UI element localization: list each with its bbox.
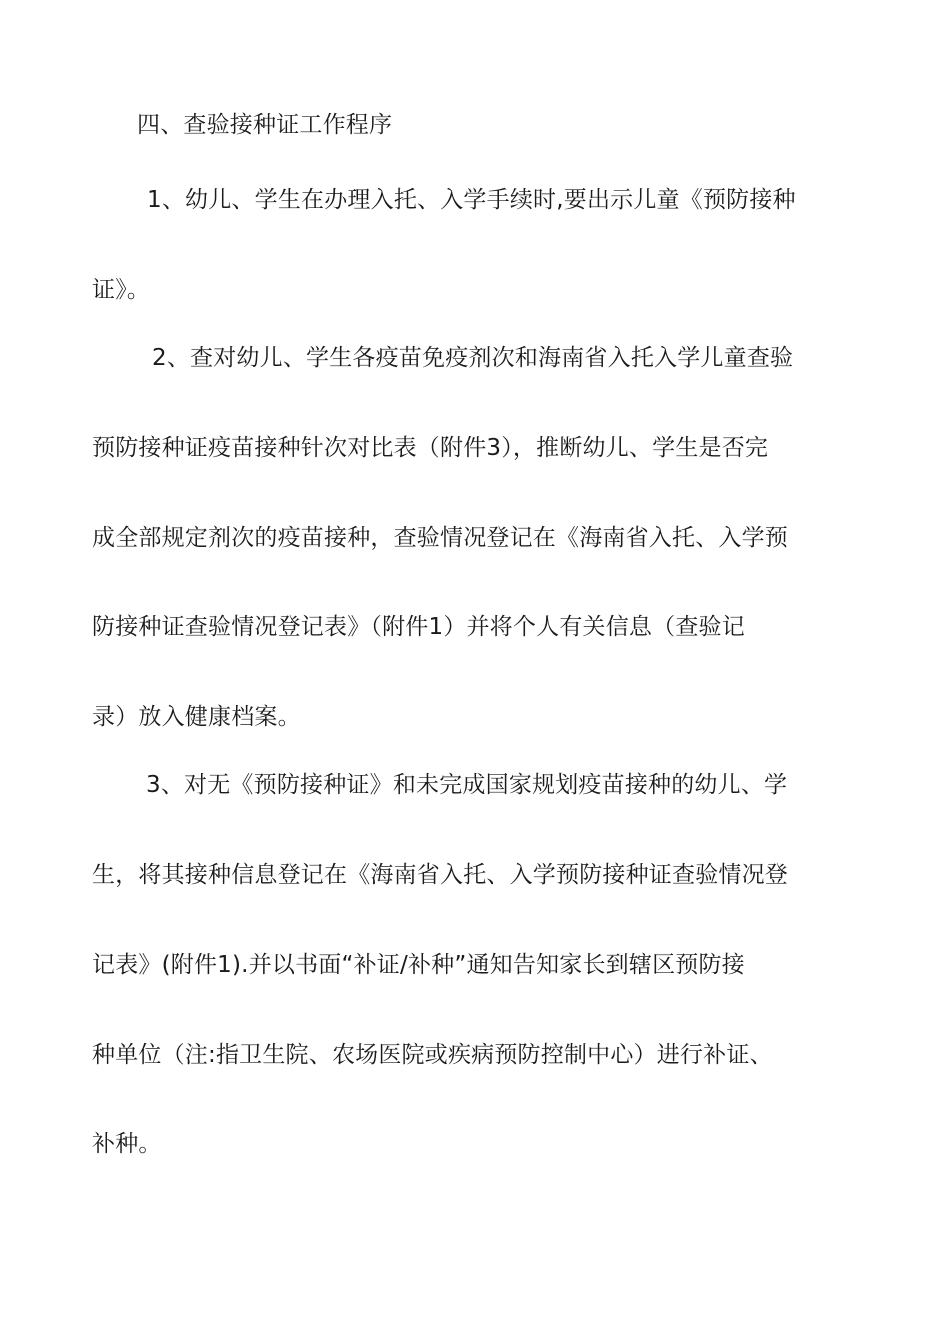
paragraph-line: 种单位（注:指卫生院、农场医院或疾病预防控制中心）进行补证、 xyxy=(92,1042,773,1068)
paragraph-line: 防接种证查验情况登记表》（附件1）并将个人有关信息（查验记 xyxy=(92,614,745,640)
section-heading: 四、查验接种证工作程序 xyxy=(137,112,393,138)
paragraph-line: 证》。 xyxy=(92,277,151,303)
paragraph-line: 成全部规定剂次的疫苗接种，查验情况登记在《海南省入托、入学预 xyxy=(92,525,788,551)
paragraph-line: 2、查对幼儿、学生各疫苗免疫剂次和海南省入托入学儿童查验 xyxy=(152,345,794,371)
paragraph-line: 补种。 xyxy=(92,1131,162,1157)
paragraph-line: 生，将其接种信息登记在《海南省入托、入学预防接种证查验情况登 xyxy=(92,862,788,888)
paragraph-line: 1、幼儿、学生在办理入托、入学手续时,要出示儿童《预防接种 xyxy=(147,187,796,213)
paragraph-line: 录）放入健康档案。 xyxy=(92,704,301,730)
paragraph-line: 预防接种证疫苗接种针次对比表（附件3），推断幼儿、学生是否完 xyxy=(92,435,769,461)
paragraph-line: 3、对无《预防接种证》和未完成国家规划疫苗接种的幼儿、学 xyxy=(146,772,788,798)
paragraph-line: 记表》(附件1).并以书面“补证/补种”通知告知家长到辖区预防接 xyxy=(92,952,745,978)
